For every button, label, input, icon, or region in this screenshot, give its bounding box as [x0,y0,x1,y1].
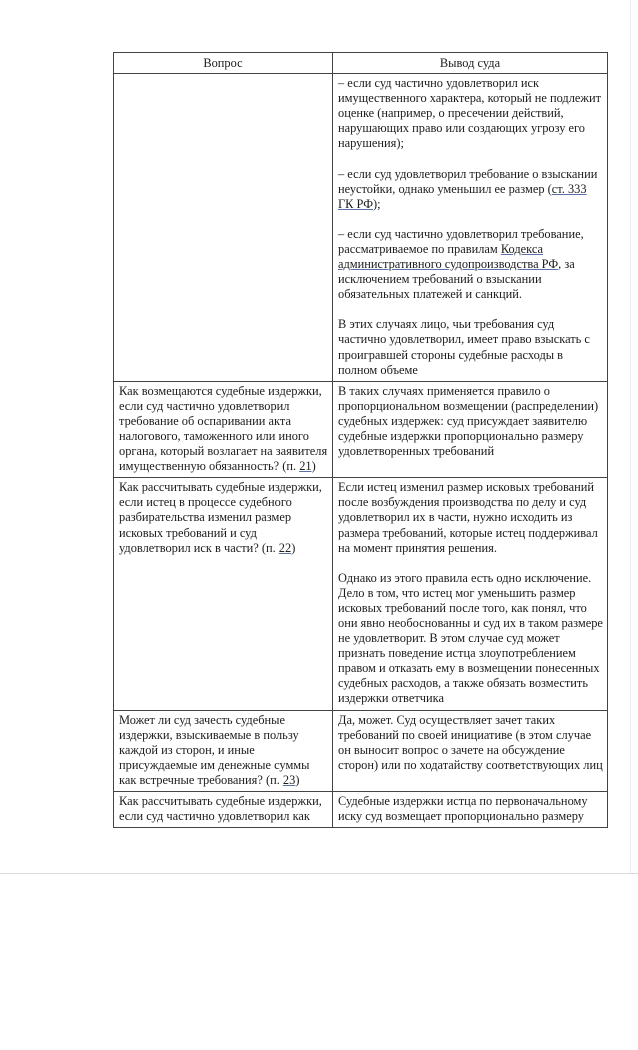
answer-paragraph: В этих случаях лицо, чьи требования суд частично удовлетворил, имеет право взыскать с проигравшей стороны судебные расходы в полном объеме [338,317,590,377]
answer-paragraph: Если истец изменил размер исковых требований после возбуждения производства по делу и суд удовлетворил их в части, нужно исходить из размера требований, которые истец поддерживал на момент принятия решения. [338,480,598,555]
question-cell: Может ли суд зачесть судебные издержки, взыскиваемые в пользу каждой из сторон, и иные присуждаемые им денежные суммы как встречные требования? (п. 23) [114,710,333,791]
table-row [114,710,608,791]
answer-paragraph: В таких случаях применяется правило о пропорциональном возмещении (распределении) судебных издержек: суд присуждает заявителю судебные издержки пропорционально размеру удовлетворенных требований [338,383,599,459]
question-cell [114,74,333,382]
answer-cell [333,381,608,478]
article-333-link[interactable]: ст. 333 ГК РФ [338,181,587,211]
answer-cell [333,792,608,828]
question-cell: Как возмещаются судебные издержки, если суд частично удовлетворил требование об оспаривании акта налогового, таможенного или иного органа, который возлагает на заявителя имущественную обязанность? (п. 21) [114,381,333,478]
question-cell: Как рассчитывать судебные издержки, если суд частично удовлетворил как [114,792,333,828]
paragraph-22-link[interactable]: 22 [278,540,292,555]
paragraph-23-link[interactable]: 23 [282,772,296,787]
column-header-question: Вопрос [114,53,333,74]
question-cell: Как рассчитывать судебные издержки, если истец в процессе судебного разбирательства изменил размер исковых требований и суд удовлетворил иск в части? (п. 22) [114,478,333,710]
answer-paragraph: Да, может. Суд осуществляет зачет таких требований по своей инициативе (в этом случае он выносит вопрос о зачете на обсуждение сторон) или по ходатайству соответствующих лиц [338,712,603,772]
column-header-conclusion: Вывод суда [333,53,608,74]
answer-cell [333,478,608,710]
answer-cell [333,710,608,791]
answer-paragraph: – если суд частично удовлетворил иск имущественного характера, который не подлежит оценке (например, о пресечении действий, нарушающих право или создающих угрозу его нарушения); [338,76,602,151]
kas-rf-link[interactable]: Кодекса административного судопроизводства РФ [338,241,559,272]
court-conclusions-table [113,52,608,828]
answer-cell [333,74,608,382]
table-row [114,74,608,382]
table-row [114,792,608,828]
answer-paragraph: – если суд удовлетворил требование о взыскании неустойки, однако уменьшил ее размер (ст. 333 ГК РФ); [338,166,598,211]
page-bottom-edge [0,873,638,874]
table-header-row [114,53,608,74]
answer-paragraph: – если суд частично удовлетворил требование, рассматриваемое по правилам Кодекса административного судопроизводства РФ, за исключением требований о взыскании обязательных платежей и санкций. [338,226,584,302]
page-right-edge [630,0,631,874]
answer-paragraph: Судебные издержки истца по первоначальному иску суд возмещает пропорционально размеру [338,794,588,824]
paragraph-21-link[interactable]: 21 [299,459,312,474]
table-row [114,381,608,478]
table-row [114,478,608,710]
answer-paragraph: Однако из этого правила есть одно исключение. Дело в том, что истец мог уменьшить размер исковых требований после того, как понял, что они явно необоснованны и суд их в таком размере не удовлетворит. В этом случае суд может признать поведение истца злоупотреблением правом и отказать ему в возмещении понесенных судебных расходов, а также обязать возместить издержки ответчика [338,570,603,706]
